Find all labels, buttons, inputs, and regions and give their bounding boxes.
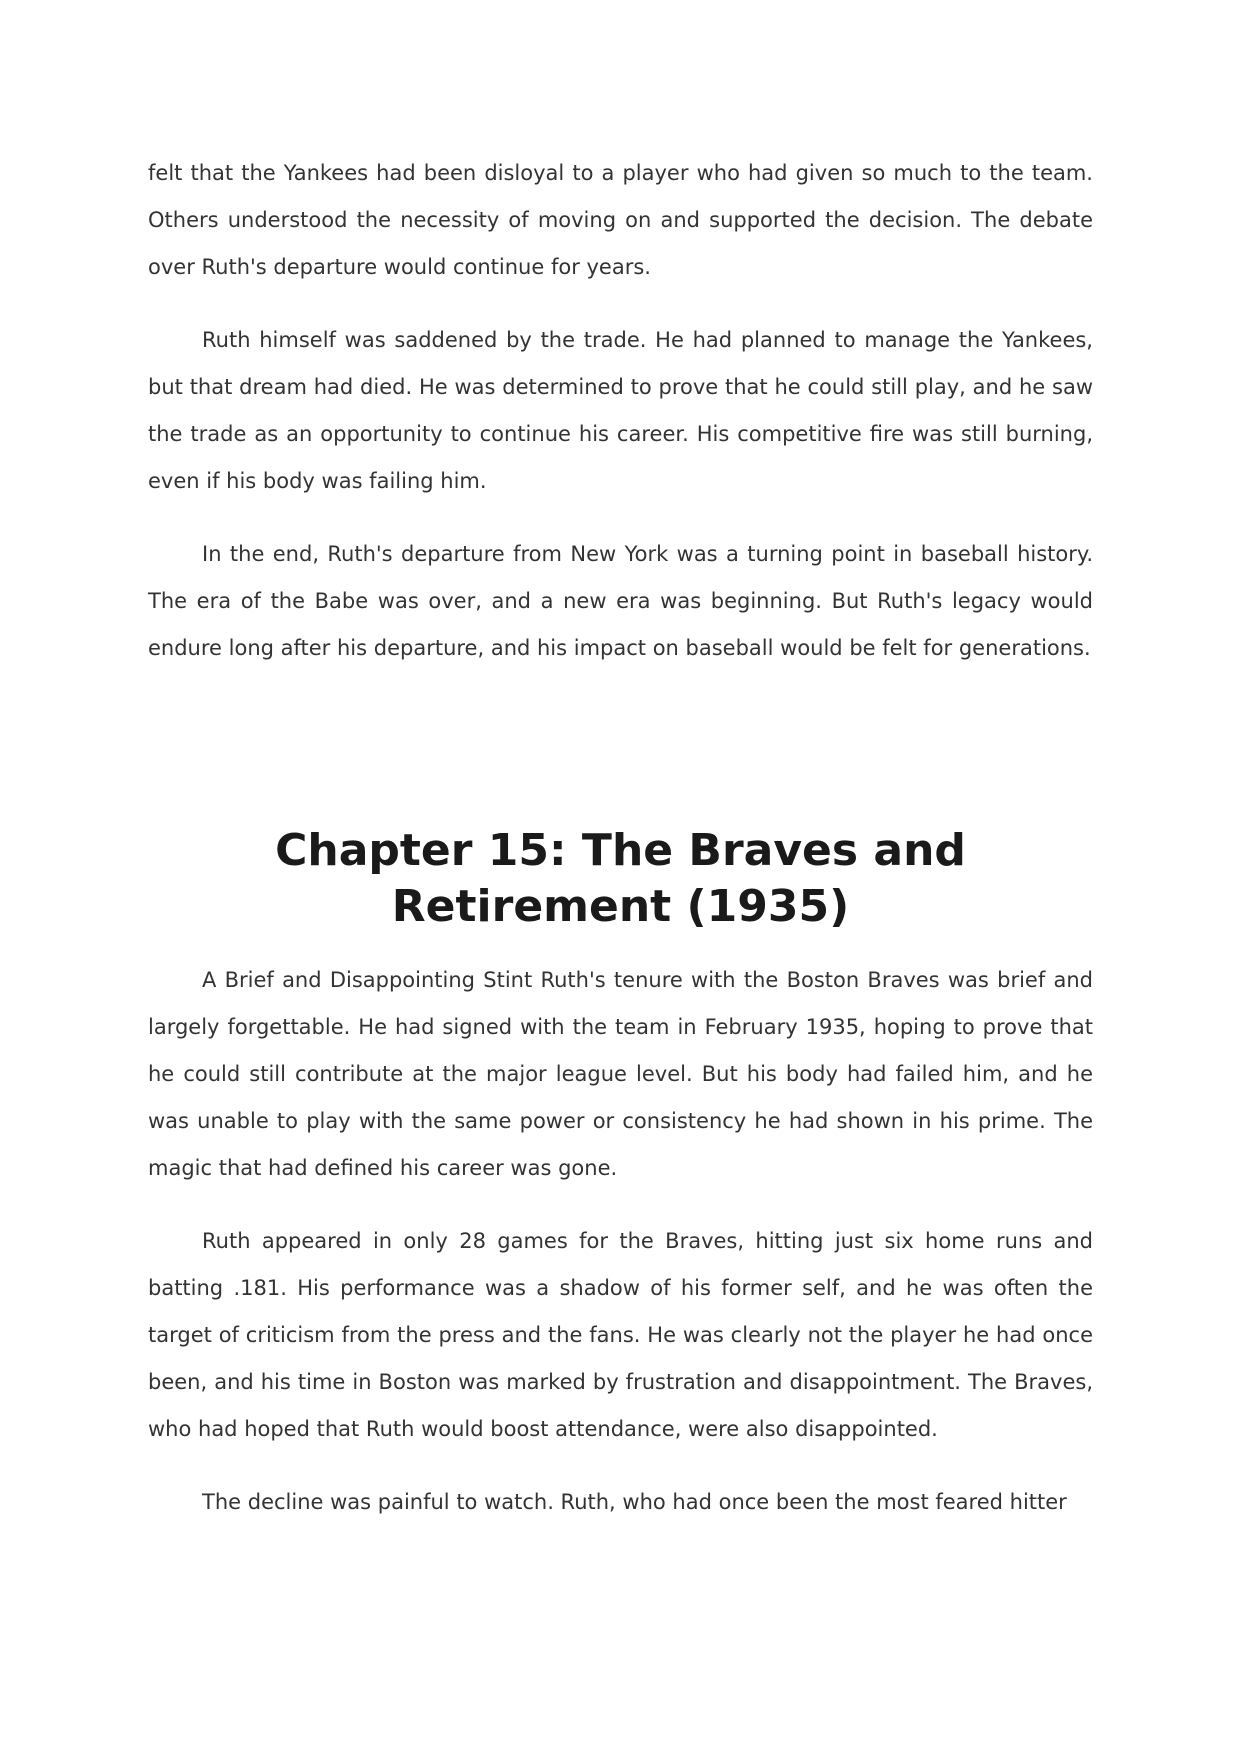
paragraph: A Brief and Disappointing Stint Ruth's tenure with the Boston Braves was brief and largely forgettable. He had signed with the team in February 1935, hoping to prove that he could still contribute at the major league level. But his body had failed him, and he was unable to play with the same power or consistency he had shown in his prime. The magic that had defined his career was gone. (148, 968, 1093, 1180)
paragraph: In the end, Ruth's departure from New York was a turning point in baseball history. The era of the Babe was over, and a new era was beginning. But Ruth's legacy would endure long after his departure, and his impact on baseball would be felt for generations. (148, 542, 1093, 660)
document-page (148, 150, 1093, 1552)
paragraph: felt that the Yankees had been disloyal to a player who had given so much to the team. Others understood the necessity of moving on and supported the decision. The debate over Ruth's departure would continue for years. (148, 161, 1093, 279)
paragraph: Ruth appeared in only 28 games for the Braves, hitting just six home runs and batting .181. His performance was a shadow of his former self, and he was often the target of criticism from the press and the fans. He was clearly not the player he had once been, and his time in Boston was marked by frustration and disappointment. The Braves, who had hoped that Ruth would boost attendance, were also disappointed. (148, 1229, 1093, 1441)
section-spacer (148, 698, 1093, 823)
paragraph: Ruth himself was saddened by the trade. He had planned to manage the Yankees, but that dream had died. He was determined to prove that he could still play, and he saw the trade as an opportunity to continue his career. His competitive fire was still burning, even if his body was failing him. (148, 328, 1093, 493)
chapter-title: Chapter 15: The Braves and Retirement (1935) (275, 825, 966, 932)
paragraph: The decline was painful to watch. Ruth, who had once been the most feared hitter (202, 1490, 1067, 1514)
